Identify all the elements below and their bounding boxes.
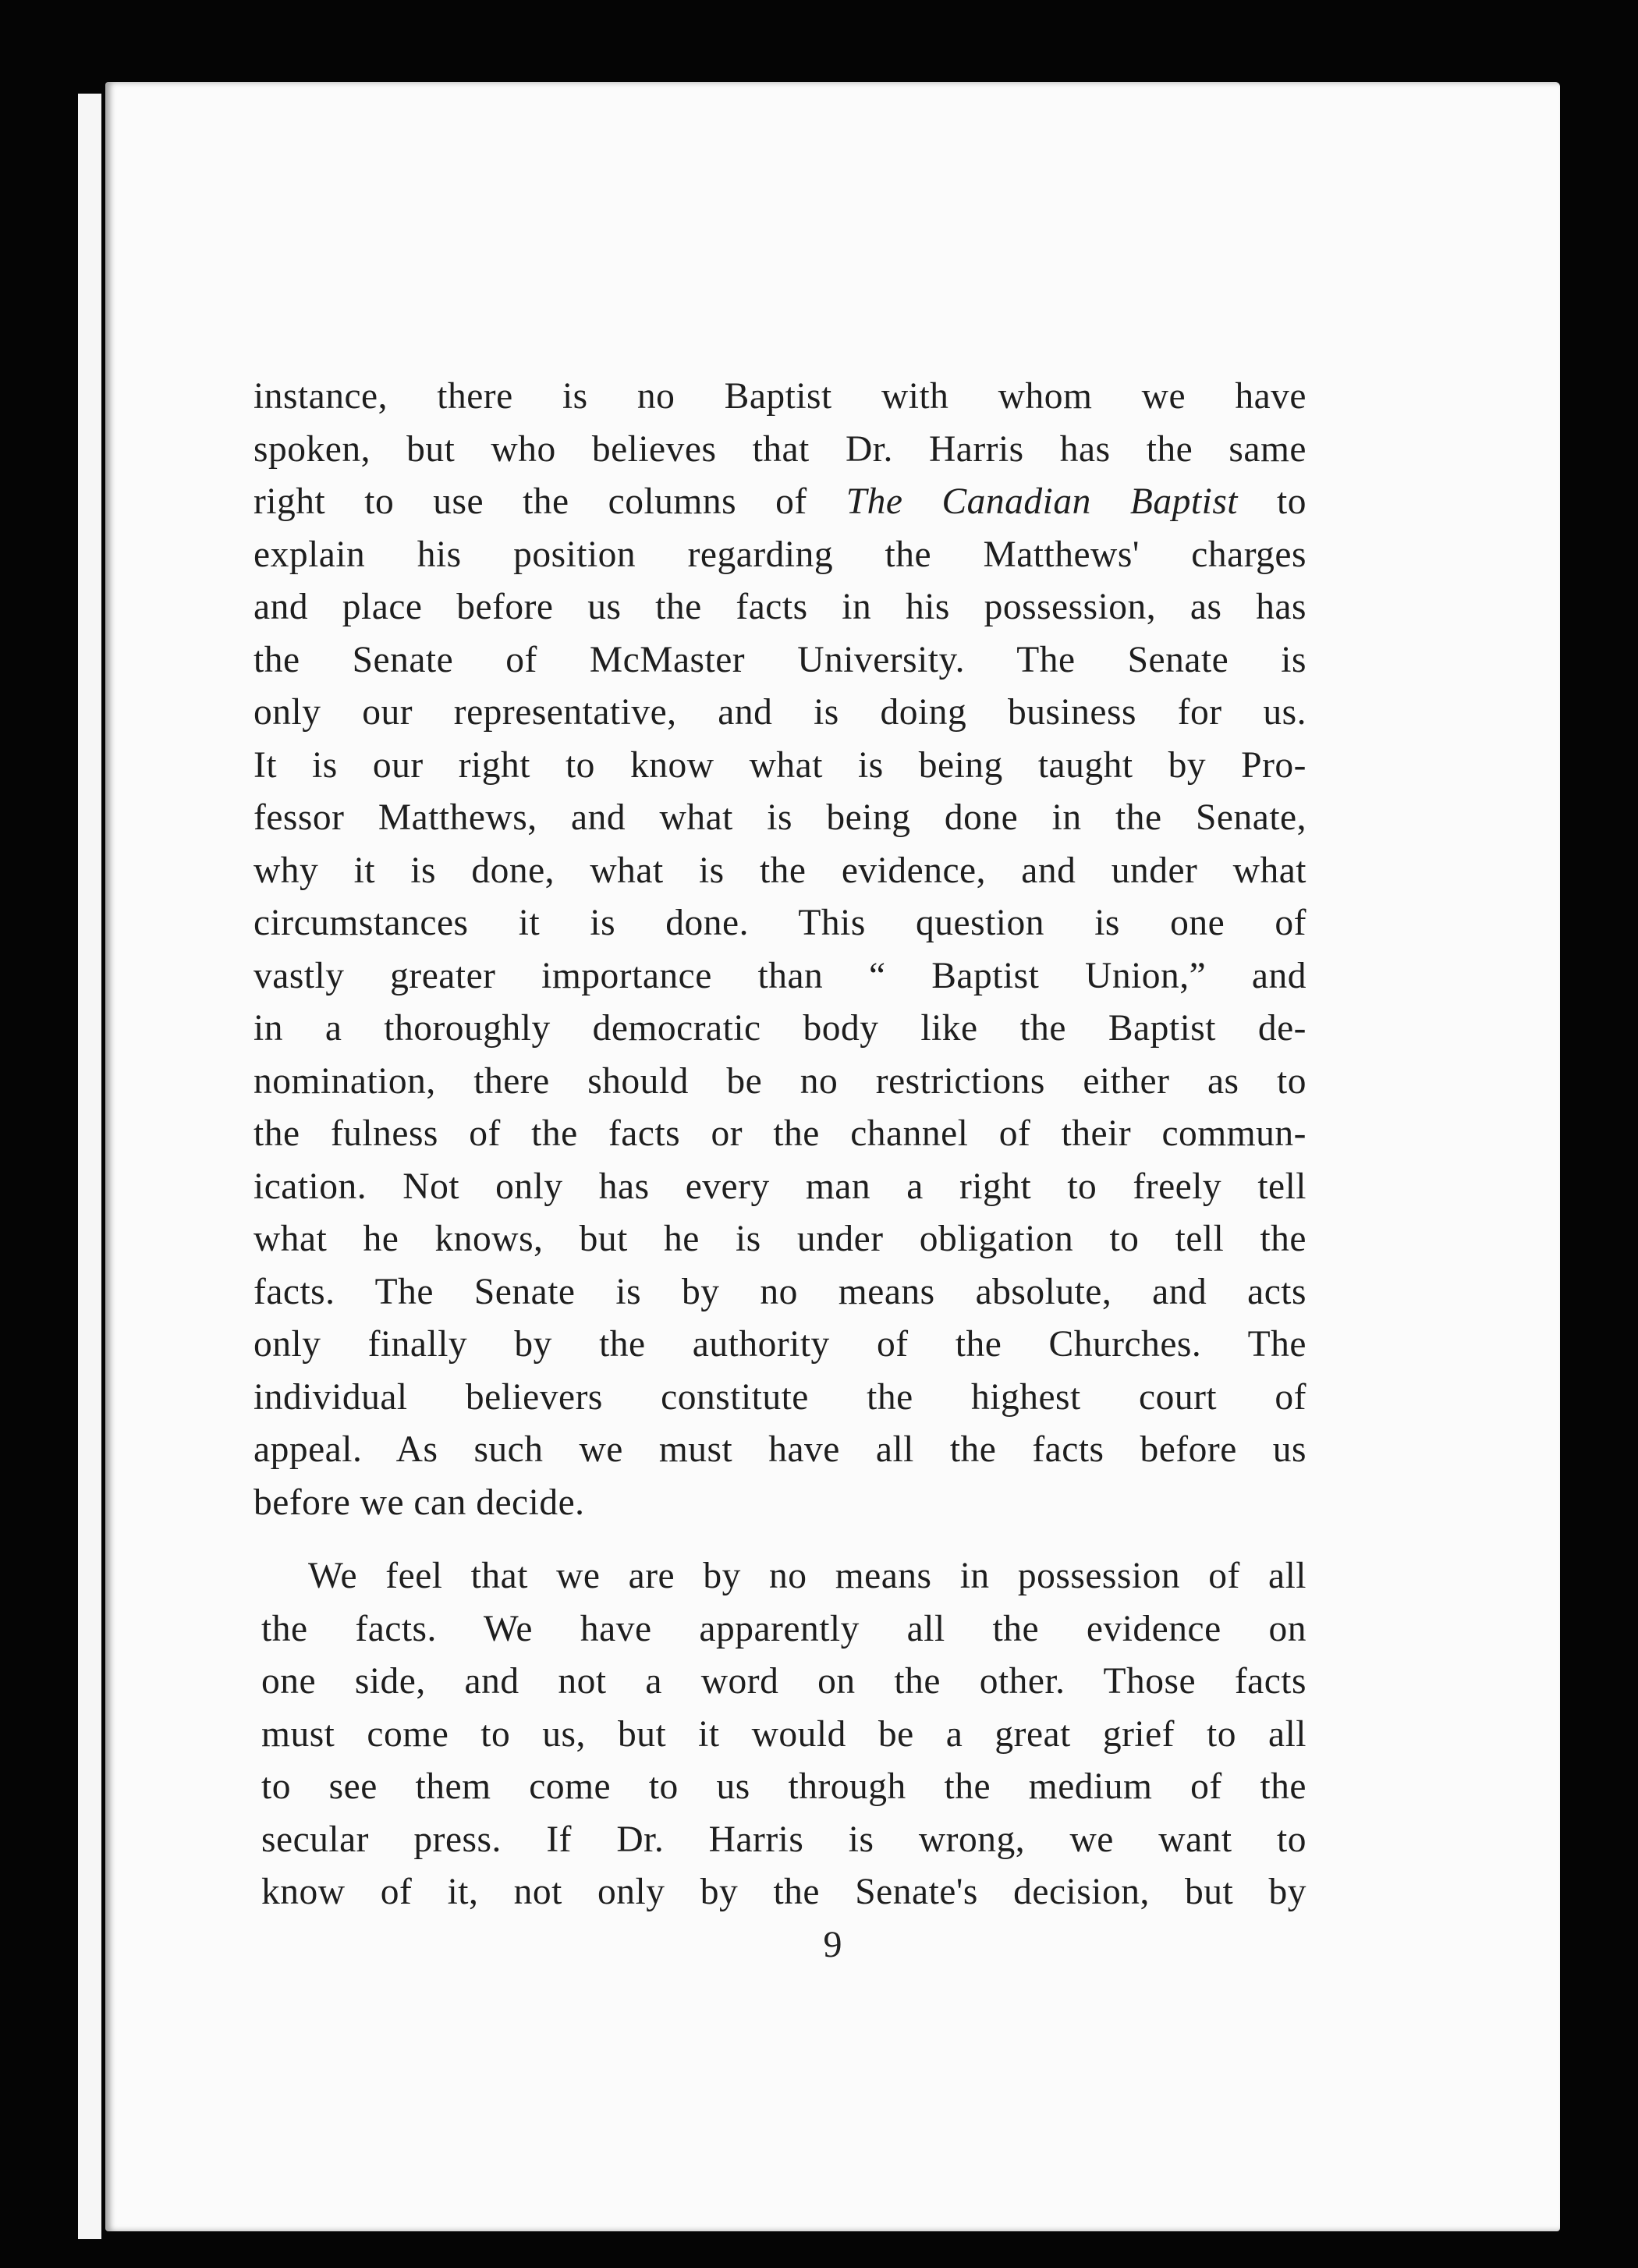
text-line: why it is done, what is the evidence, and under what <box>254 850 1306 891</box>
text-line: before we can decide. <box>254 1482 585 1523</box>
book-page <box>105 82 1560 2231</box>
text-line: ication. Not only has every man a right to freely tell <box>254 1166 1306 1207</box>
text-line: one side, and not a word on the other. Those facts <box>261 1661 1306 1702</box>
text-line: vastly greater importance than “ Baptist Union,” and <box>254 955 1306 996</box>
text-line: spoken, but who believes that Dr. Harris has the same <box>254 428 1306 470</box>
body-text <box>254 371 1306 1919</box>
text-line: appeal. As such we must have all the facts before us <box>254 1429 1306 1470</box>
page-number: 9 <box>823 1924 842 1965</box>
paragraph-1 <box>254 371 1306 1529</box>
text-line: We feel that we are by no means in possession of all <box>308 1556 1306 1596</box>
text-line: the fulness of the facts or the channel of their commun- <box>254 1113 1306 1154</box>
text-line: to see them come to us through the medium of the <box>261 1766 1306 1807</box>
text-line: the facts. We have apparently all the evidence on <box>261 1608 1306 1649</box>
text-line: instance, there is no Baptist with whom we have <box>254 376 1306 417</box>
italic-title: The Canadian Baptist <box>846 481 1238 522</box>
text-line: know of it, not only by the Senate's decision, but by <box>261 1872 1306 1912</box>
text-line: in a thoroughly democratic body like the Baptist de- <box>254 1008 1306 1049</box>
text-line: only finally by the authority of the Churches. The <box>254 1324 1306 1365</box>
text-line: facts. The Senate is by no means absolute, and acts <box>254 1271 1306 1312</box>
text-line: fessor Matthews, and what is being done in the Senate, <box>254 797 1306 838</box>
text-line: nomination, there should be no restrictions either as to <box>254 1060 1306 1102</box>
paragraph-2 <box>254 1550 1306 1919</box>
text-line: explain his position regarding the Matthews' charges <box>254 534 1306 575</box>
text-line: must come to us, but it would be a great grief to all <box>261 1713 1306 1755</box>
text-line: circumstances it is done. This question is one of <box>254 903 1306 943</box>
text-line: It is our right to know what is being taught by Pro- <box>254 744 1306 786</box>
previous-page-edge <box>78 94 101 2239</box>
text-line: the Senate of McMaster University. The Senate is <box>254 639 1306 680</box>
text-line: secular press. If Dr. Harris is wrong, we want to <box>261 1819 1306 1860</box>
text-line: individual believers constitute the highest court of <box>254 1376 1306 1418</box>
text-line: only our representative, and is doing business for us. <box>254 692 1306 733</box>
text-line: right to use the columns of The Canadian Baptist to <box>254 481 1306 522</box>
text-line: and place before us the facts in his possession, as has <box>254 587 1306 627</box>
text-line: what he knows, but he is under obligation to tell the <box>254 1219 1306 1259</box>
